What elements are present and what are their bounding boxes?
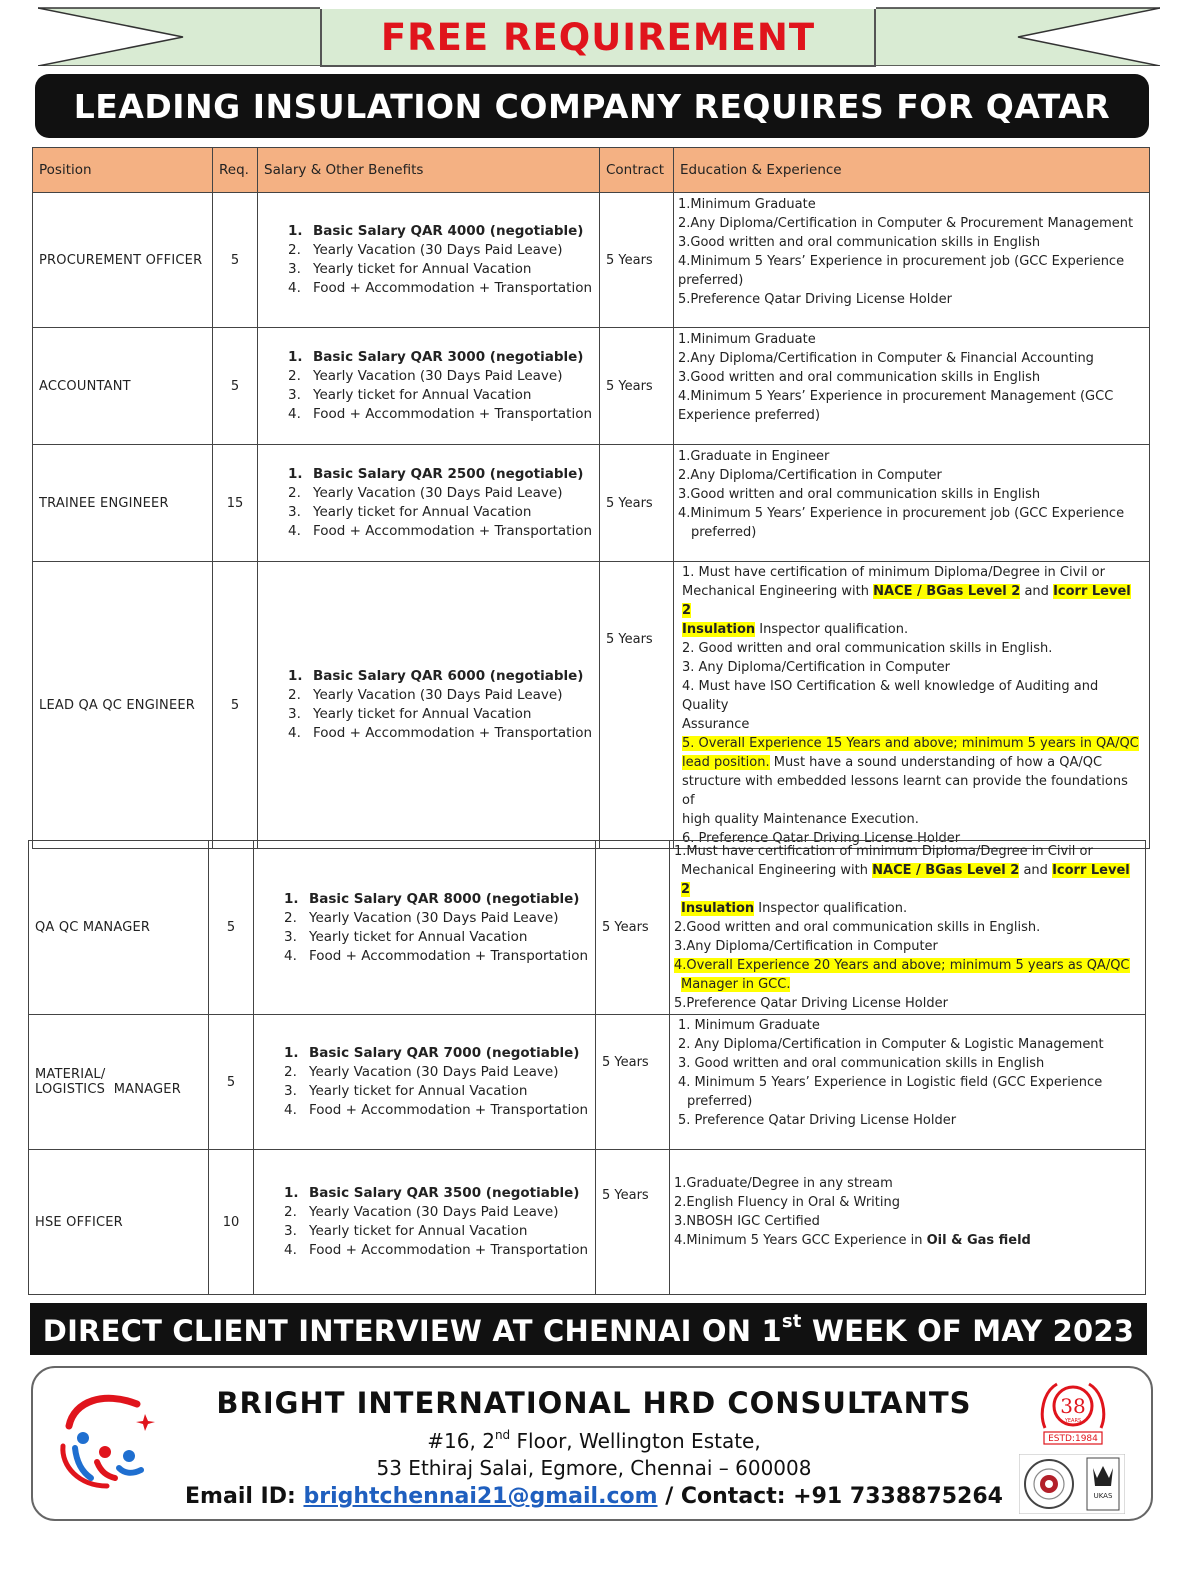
salary-cell: 1. Basic Salary QAR 3000 (negotiable) 2. Yearly Vacation (30 Days Paid Leave) 3. Yearly ticket for Annual Vacation 4. Food + Accommodation + Transportation — [258, 328, 600, 445]
interview-text-b: WEEK OF MAY 2023 — [801, 1313, 1135, 1348]
edu-line: 1.Graduate/Degree in any stream — [674, 1176, 893, 1191]
table-row — [29, 841, 1146, 1015]
certification-icons — [1019, 1454, 1125, 1514]
edu-highlight: 4.Overall Experience 20 Years and above; minimum 5 years as QA/QC — [674, 958, 1130, 973]
edu-line: preferred) — [691, 525, 757, 540]
edu-text: 4.Minimum 5 Years GCC Experience in — [674, 1233, 927, 1248]
contract-cell: 5 Years — [600, 193, 674, 328]
vacation-line: Yearly Vacation (30 Days Paid Leave) — [313, 485, 563, 501]
edu-line: 1.Graduate in Engineer — [678, 449, 830, 464]
edu-highlight: 5. Overall Experience 15 Years and above; minimum 5 years in QA/QC — [682, 736, 1139, 751]
edu-line: 2. Any Diploma/Certification in Computer & Logistic Management — [678, 1037, 1104, 1052]
table-row — [33, 193, 1150, 328]
contract-cell: 5 Years — [600, 328, 674, 445]
edu-line — [674, 861, 1141, 899]
education-cell — [674, 445, 1150, 562]
edu-line — [674, 956, 1141, 975]
salary-line: Basic Salary QAR 8000 (negotiable) — [309, 890, 580, 907]
edu-line: 2.Good written and oral communication skills in English. — [674, 920, 1041, 935]
salary-cell: 1. Basic Salary QAR 7000 (negotiable) 2. Yearly Vacation (30 Days Paid Leave) 3. Yearly ticket for Annual Vacation 4. Food + Accommodation + Transportation — [254, 1015, 596, 1150]
contract-cell: 5 Years — [600, 562, 674, 849]
edu-highlight: Insulation — [682, 622, 756, 637]
edu-text: Inspector qualification. — [754, 901, 908, 916]
edu-text: Inspector qualification. — [755, 622, 909, 637]
page-title: LEADING INSULATION COMPANY REQUIRES FOR QATAR — [73, 86, 1111, 126]
food-line: Food + Accommodation + Transportation — [309, 1242, 589, 1258]
edu-highlight: Icorr Level 2 — [681, 863, 1130, 897]
education-cell — [674, 328, 1150, 445]
edu-text: Mechanical Engineering with — [682, 584, 874, 599]
salary-line: Basic Salary QAR 2500 (negotiable) — [313, 466, 584, 482]
education-cell — [674, 562, 1150, 849]
position-cell: HSE OFFICER — [29, 1150, 209, 1295]
food-line: Food + Accommodation + Transportation — [313, 725, 593, 741]
years-number: 38 — [1060, 1394, 1086, 1418]
edu-line: 3. Good written and oral communication skills in English — [678, 1056, 1045, 1071]
salary-cell: 1. Basic Salary QAR 6000 (negotiable) 2. Yearly Vacation (30 Days Paid Leave) 3. Yearly ticket for Annual Vacation 4. Food + Accommodation + Transportation — [258, 562, 600, 849]
table-row — [33, 445, 1150, 562]
addr1-b: Floor, Wellington Estate, — [510, 1429, 761, 1453]
estd-label: ESTD:1984 — [1048, 1434, 1098, 1444]
contract-cell: 5 Years — [596, 1150, 670, 1295]
contact-number: / Contact: +91 7338875264 — [657, 1484, 1003, 1509]
food-line: Food + Accommodation + Transportation — [313, 406, 593, 422]
urs-seal-icon — [1025, 1460, 1073, 1508]
jobs-table-2 — [28, 840, 1146, 1295]
salary-line: Basic Salary QAR 6000 (negotiable) — [313, 668, 584, 684]
req-cell: 5 — [209, 841, 254, 1015]
edu-line — [682, 582, 1143, 620]
salary-cell: 1. Basic Salary QAR 8000 (negotiable) 2. Yearly Vacation (30 Days Paid Leave) 3. Yearly ticket for Annual Vacation 4. Food + Accommodation + Transportation — [254, 841, 596, 1015]
edu-line: 3.Any Diploma/Certification in Computer — [674, 939, 938, 954]
edu-line: Assurance — [682, 717, 750, 732]
education-cell — [674, 193, 1150, 328]
req-cell: 5 — [213, 562, 258, 849]
years-badge-icon — [1035, 1376, 1111, 1448]
position-cell: PROCUREMENT OFFICER — [33, 193, 213, 328]
edu-line: preferred) — [678, 273, 744, 288]
email-label: Email ID: — [185, 1484, 304, 1509]
ukas-label: UKAS — [1093, 1492, 1113, 1500]
interview-text — [43, 1311, 1134, 1348]
edu-line: 1.Must have certification of minimum Diploma/Degree in Civil or — [674, 844, 1093, 859]
education-cell — [670, 1150, 1146, 1295]
col-salary: Salary & Other Benefits — [258, 148, 600, 193]
edu-line: 2.English Fluency in Oral & Writing — [674, 1195, 900, 1210]
interview-sup: st — [781, 1310, 802, 1332]
interview-banner — [30, 1303, 1147, 1355]
edu-line — [682, 734, 1143, 753]
edu-line — [682, 620, 1143, 639]
years-label: YEARS — [1064, 1418, 1082, 1424]
vacation-line: Yearly Vacation (30 Days Paid Leave) — [313, 242, 563, 258]
vacation-line: Yearly Vacation (30 Days Paid Leave) — [313, 687, 563, 703]
education-cell — [670, 841, 1146, 1015]
edu-line: preferred) — [687, 1094, 753, 1109]
salary-line: Basic Salary QAR 7000 (negotiable) — [309, 1045, 580, 1061]
salary-cell: 1. Basic Salary QAR 3500 (negotiable) 2. Yearly Vacation (30 Days Paid Leave) 3. Yearly ticket for Annual Vacation 4. Food + Accommodation + Transportation — [254, 1150, 596, 1295]
ticket-line: Yearly ticket for Annual Vacation — [313, 706, 532, 722]
edu-line: 2. Good written and oral communication skills in English. — [682, 641, 1053, 656]
education-cell — [670, 1015, 1146, 1150]
salary-cell: 1. Basic Salary QAR 4000 (negotiable) 2. Yearly Vacation (30 Days Paid Leave) 3. Yearly ticket for Annual Vacation 4. Food + Accommodation + Transportation — [258, 193, 600, 328]
addr1-sup: nd — [494, 1428, 511, 1442]
edu-line: 1.Minimum Graduate — [678, 332, 816, 347]
ticket-line: Yearly ticket for Annual Vacation — [309, 1083, 528, 1099]
position-cell: TRAINEE ENGINEER — [33, 445, 213, 562]
contact-line — [33, 1484, 1155, 1509]
edu-line: 1. Must have certification of minimum Diploma/Degree in Civil or — [682, 565, 1105, 580]
edu-line — [674, 1231, 1141, 1250]
req-cell: 5 — [213, 193, 258, 328]
ticket-line: Yearly ticket for Annual Vacation — [313, 261, 532, 277]
salary-line: Basic Salary QAR 3500 (negotiable) — [309, 1185, 580, 1201]
address-line-2: 53 Ethiraj Salai, Egmore, Chennai – 600008 — [376, 1456, 812, 1480]
food-line: Food + Accommodation + Transportation — [309, 947, 589, 964]
edu-highlight: Insulation — [681, 901, 755, 916]
edu-line: 6. Preference Qatar Driving License Holder — [682, 831, 961, 846]
ticket-line: Yearly ticket for Annual Vacation — [309, 1223, 528, 1239]
edu-text: Mechanical Engineering with — [681, 863, 873, 878]
col-position: Position — [33, 148, 213, 193]
vacation-line: Yearly Vacation (30 Days Paid Leave) — [309, 1204, 559, 1220]
edu-line: 5.Preference Qatar Driving License Holder — [674, 996, 948, 1011]
contract-cell: 5 Years — [596, 841, 670, 1015]
table-row — [29, 1150, 1146, 1295]
edu-line: 2.Any Diploma/Certification in Computer & Procurement Management — [678, 216, 1134, 231]
edu-line: 4.Minimum 5 Years’ Experience in procurement job (GCC Experience — [678, 254, 1125, 269]
ticket-line: Yearly ticket for Annual Vacation — [309, 928, 528, 945]
edu-line: 4.Minimum 5 Years’ Experience in procurement Management (GCC — [678, 389, 1114, 404]
ticket-line: Yearly ticket for Annual Vacation — [313, 504, 532, 520]
edu-line: 3.Good written and oral communication skills in English — [678, 235, 1041, 250]
edu-line: 3.NBOSH IGC Certified — [674, 1214, 820, 1229]
edu-text: Must have a sound understanding of how a QA/QC — [769, 755, 1103, 770]
edu-line: 5.Preference Qatar Driving License Holder — [678, 292, 952, 307]
edu-line — [674, 975, 1141, 994]
position-cell: LEAD QA QC ENGINEER — [33, 562, 213, 849]
edu-line — [682, 753, 1143, 772]
interview-text-a: DIRECT CLIENT INTERVIEW AT CHENNAI ON 1 — [42, 1313, 782, 1348]
req-cell: 5 — [213, 328, 258, 445]
position-line: LOGISTICS MANAGER — [35, 1082, 181, 1097]
salary-line: Basic Salary QAR 3000 (negotiable) — [313, 349, 584, 365]
col-req: Req. — [213, 148, 258, 193]
req-cell: 15 — [213, 445, 258, 562]
edu-text: and — [1020, 584, 1054, 599]
edu-line: structure with embedded lessons learnt can provide the foundations of — [682, 774, 1128, 808]
req-cell: 10 — [209, 1150, 254, 1295]
edu-line: 4.Minimum 5 Years’ Experience in procurement job (GCC Experience — [678, 506, 1125, 521]
edu-line: 2.Any Diploma/Certification in Computer — [678, 468, 942, 483]
edu-highlight: Icorr Level 2 — [682, 584, 1131, 618]
edu-line: 2.Any Diploma/Certification in Computer & Financial Accounting — [678, 351, 1094, 366]
edu-line: high quality Maintenance Execution. — [682, 812, 919, 827]
edu-text: and — [1019, 863, 1053, 878]
edu-line: Experience preferred) — [678, 408, 821, 423]
free-requirement-label: FREE REQUIREMENT — [380, 15, 816, 59]
edu-line: 1.Minimum Graduate — [678, 197, 816, 212]
contract-cell: 5 Years — [600, 445, 674, 562]
vacation-line: Yearly Vacation (30 Days Paid Leave) — [309, 909, 559, 926]
table-row — [29, 1015, 1146, 1150]
edu-highlight: NACE / BGas Level 2 — [873, 584, 1021, 599]
edu-line: 3.Good written and oral communication skills in English — [678, 370, 1041, 385]
edu-highlight: lead position. — [682, 755, 770, 770]
table-row — [33, 328, 1150, 445]
email-link[interactable]: brightchennai21@gmail.com — [303, 1484, 658, 1509]
title-bar — [35, 74, 1149, 138]
salary-line: Basic Salary QAR 4000 (negotiable) — [313, 223, 584, 239]
food-line: Food + Accommodation + Transportation — [309, 1102, 589, 1118]
food-line: Food + Accommodation + Transportation — [313, 280, 593, 296]
company-name: BRIGHT INTERNATIONAL HRD CONSULTANTS — [216, 1386, 972, 1420]
ticket-line: Yearly ticket for Annual Vacation — [313, 387, 532, 403]
position-cell: ACCOUNTANT — [33, 328, 213, 445]
edu-line: 3.Good written and oral communication skills in English — [678, 487, 1041, 502]
edu-line: 5. Preference Qatar Driving License Holder — [678, 1113, 957, 1128]
edu-line: 4. Minimum 5 Years’ Experience in Logistic field (GCC Experience — [678, 1075, 1103, 1090]
edu-line: 1. Minimum Graduate — [678, 1018, 820, 1033]
table-row — [33, 562, 1150, 849]
col-education: Education & Experience — [674, 148, 1150, 193]
jobs-table-1 — [32, 147, 1150, 849]
edu-highlight: NACE / BGas Level 2 — [872, 863, 1020, 878]
edu-bold: Oil & Gas field — [926, 1233, 1031, 1248]
address-line-1 — [33, 1428, 1155, 1453]
col-contract: Contract — [600, 148, 674, 193]
vacation-line: Yearly Vacation (30 Days Paid Leave) — [309, 1064, 559, 1080]
position-line: MATERIAL/ — [35, 1067, 106, 1082]
vacation-line: Yearly Vacation (30 Days Paid Leave) — [313, 368, 563, 384]
edu-line: 3. Any Diploma/Certification in Computer — [682, 660, 951, 675]
position-cell: QA QC MANAGER — [29, 841, 209, 1015]
food-line: Food + Accommodation + Transportation — [313, 523, 593, 539]
edu-line — [674, 899, 1141, 918]
position-cell — [29, 1015, 209, 1150]
free-requirement-box — [320, 9, 876, 67]
company-footer — [31, 1366, 1153, 1521]
req-cell: 5 — [209, 1015, 254, 1150]
table-header-row — [33, 148, 1150, 193]
ukas-crown-icon — [1087, 1458, 1119, 1510]
edu-highlight: Manager in GCC. — [681, 977, 791, 992]
contract-cell: 5 Years — [596, 1015, 670, 1150]
edu-line: 4. Must have ISO Certification & well knowledge of Auditing and Quality — [682, 679, 1099, 713]
salary-cell: 1. Basic Salary QAR 2500 (negotiable) 2. Yearly Vacation (30 Days Paid Leave) 3. Yearly ticket for Annual Vacation 4. Food + Accommodation + Transportation — [258, 445, 600, 562]
addr1-a: #16, 2 — [427, 1429, 495, 1453]
